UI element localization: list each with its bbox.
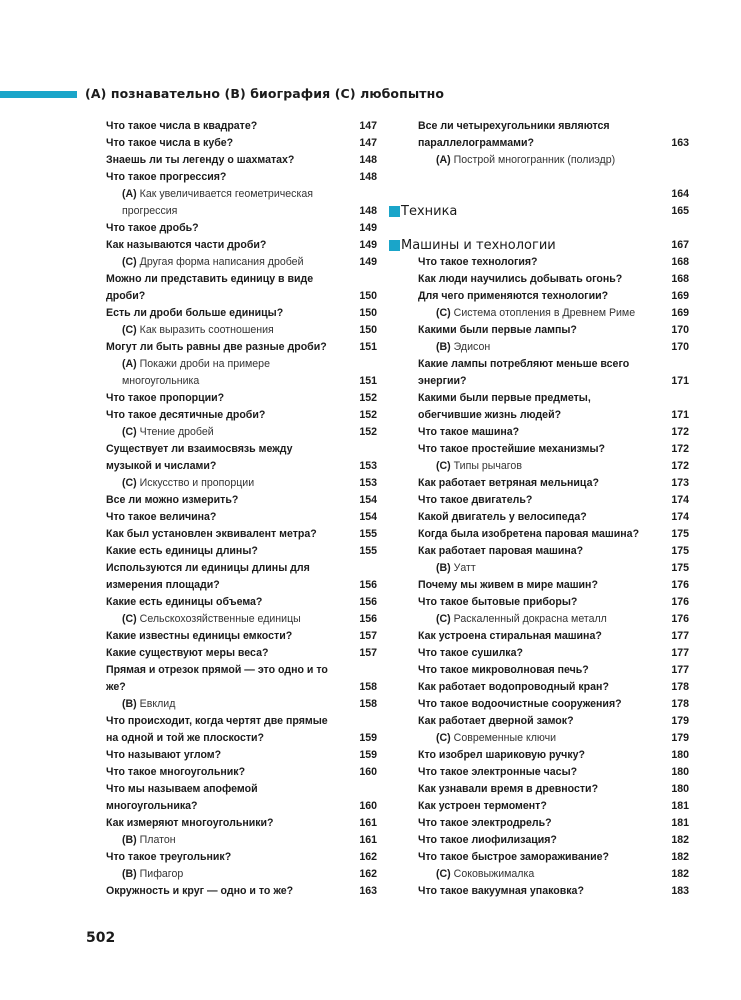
toc-page-number: 151 xyxy=(359,375,377,387)
toc-entry xyxy=(106,271,377,305)
toc-subentry xyxy=(387,458,689,475)
toc-entry-text: Уатт xyxy=(453,562,476,574)
toc-entry xyxy=(387,424,689,441)
toc-entry-title: Используются ли единицы длины для измерения площади? xyxy=(106,562,310,591)
toc-entry-tag: (A) xyxy=(122,358,137,370)
toc-page-number: 180 xyxy=(671,766,689,778)
toc-subentry xyxy=(106,475,377,492)
toc-entry-title: Как устроен термомент? xyxy=(418,800,547,812)
toc-page-number: 149 xyxy=(359,256,377,268)
toc-page-number: 170 xyxy=(671,324,689,336)
toc-entry-title: Как был установлен эквивалент метра? xyxy=(106,528,317,540)
toc-page-number: 149 xyxy=(359,222,377,234)
toc-page-number: 155 xyxy=(359,528,377,540)
toc-entry-text: Как увеличивается геометрическая прогрессия xyxy=(122,188,313,217)
toc-page-number: 148 xyxy=(359,171,377,183)
toc-entry-tag: (C) xyxy=(122,613,137,625)
toc-entry-title: Что такое технология? xyxy=(418,256,538,268)
toc-page-number: 156 xyxy=(359,613,377,625)
toc-entry-title: Что такое числа в кубе? xyxy=(106,137,234,149)
toc-entry xyxy=(106,815,377,832)
toc-page-number: 180 xyxy=(671,783,689,795)
toc-page-number: 155 xyxy=(359,545,377,557)
toc-subentry xyxy=(387,339,689,356)
toc-entry xyxy=(387,645,689,662)
toc-entry-title xyxy=(418,186,647,203)
toc-page-number: 173 xyxy=(671,477,689,489)
toc-entry-text: Евклид xyxy=(139,698,176,710)
toc-page-number: 170 xyxy=(671,341,689,353)
section-heading xyxy=(387,237,689,254)
toc-subentry xyxy=(106,322,377,339)
section-heading xyxy=(387,203,689,220)
toc-page-number: 156 xyxy=(359,596,377,608)
toc-page-number: 171 xyxy=(671,375,689,387)
toc-entry-title: Как узнавали время в древности? xyxy=(418,783,599,795)
toc-page-number: 154 xyxy=(359,511,377,523)
toc-entry-title xyxy=(122,475,335,492)
toc-entry-tag: (C) xyxy=(122,477,137,489)
section-square-icon xyxy=(389,240,400,251)
toc-entry-title: Можно ли представить единицу в виде дроби? xyxy=(106,273,314,302)
toc-page-number: 158 xyxy=(359,698,377,710)
toc-entry-tag: (C) xyxy=(436,868,451,880)
toc-entry-title: Все ли можно измерить? xyxy=(106,494,239,506)
toc-entry xyxy=(387,526,689,543)
toc-subentry xyxy=(106,832,377,849)
toc-entry-title xyxy=(436,730,647,747)
toc-entry-title: Что такое водоочистные сооружения? xyxy=(418,698,622,710)
toc-entry xyxy=(387,849,689,866)
toc-left-column xyxy=(106,118,377,900)
toc-entry-title xyxy=(122,611,335,628)
toc-entry-title: Что такое бытовые приборы? xyxy=(418,596,578,608)
toc-entry xyxy=(387,883,689,900)
toc-entry xyxy=(106,747,377,764)
toc-subentry xyxy=(106,254,377,271)
toc-entry-title xyxy=(122,696,335,713)
toc-entry-tag: (C) xyxy=(122,426,137,438)
toc-page-number: 149 xyxy=(359,239,377,251)
toc-entry xyxy=(387,509,689,526)
toc-entry xyxy=(387,781,689,798)
toc-entry xyxy=(387,441,689,458)
toc-entry-title: Какие есть единицы длины? xyxy=(106,545,258,557)
toc-entry-title: Какие известны единицы емкости? xyxy=(106,630,293,642)
toc-entry xyxy=(106,118,377,135)
toc-page-number: 153 xyxy=(359,477,377,489)
toc-entry-title xyxy=(436,152,647,169)
toc-entry-title xyxy=(436,560,647,577)
toc-subentry xyxy=(106,356,377,390)
toc-page-number: 163 xyxy=(671,137,689,149)
toc-page-number: 175 xyxy=(671,562,689,574)
toc-entry xyxy=(387,118,689,152)
toc-entry-text: Эдисон xyxy=(453,341,491,353)
toc-entry-tag: (C) xyxy=(122,256,137,268)
toc-entry-title xyxy=(122,356,335,390)
toc-entry xyxy=(106,883,377,900)
toc-entry-title xyxy=(436,611,647,628)
toc-entry xyxy=(387,254,689,271)
toc-page-number: 179 xyxy=(671,715,689,727)
toc-page-number: 160 xyxy=(359,766,377,778)
toc-page-number: 179 xyxy=(671,732,689,744)
toc-entry-title: Прямая и отрезок прямой — это одно и то же? xyxy=(106,664,328,693)
toc-entry-title: Для чего применяются технологии? xyxy=(418,290,609,302)
toc-entry-tag: (C) xyxy=(122,324,137,336)
toc-entry-title: Что такое сушилка? xyxy=(418,647,523,659)
toc-entry xyxy=(106,509,377,526)
toc-page-number: 181 xyxy=(671,817,689,829)
legend-text: (A) познавательно (B) биография (C) любопытно xyxy=(85,86,445,101)
toc-page-number: 183 xyxy=(671,885,689,897)
toc-entry-title xyxy=(122,866,335,883)
toc-page-number: 171 xyxy=(671,409,689,421)
toc-entry-title: Как работает паровая машина? xyxy=(418,545,584,557)
toc-blank-line xyxy=(387,169,689,186)
toc-entry xyxy=(106,152,377,169)
toc-page-number: 177 xyxy=(671,630,689,642)
toc-page-number: 175 xyxy=(671,545,689,557)
toc-page-number: 169 xyxy=(671,290,689,302)
section-square-icon xyxy=(389,206,400,217)
toc-entry-title: Как измеряют многоугольники? xyxy=(106,817,274,829)
toc-entry-title: Знаешь ли ты легенду о шахматах? xyxy=(106,154,295,166)
toc-entry-title: Как люди научились добывать огонь? xyxy=(418,273,623,285)
legend-header xyxy=(0,84,741,104)
toc-entry xyxy=(106,594,377,611)
toc-entry-title xyxy=(122,424,335,441)
toc-right-column xyxy=(387,118,689,900)
toc-entry-title: Что такое вакуумная упаковка? xyxy=(418,885,584,897)
toc-page-number: 161 xyxy=(359,834,377,846)
toc-entry-tag: (C) xyxy=(436,613,451,625)
toc-entry-title: Что такое быстрое замораживание? xyxy=(418,851,610,863)
toc-entry-title: Почему мы живем в мире машин? xyxy=(418,579,598,591)
toc-page-number: 151 xyxy=(359,341,377,353)
toc-entry xyxy=(387,390,689,424)
toc-entry-title: Что такое пропорции? xyxy=(106,392,225,404)
toc-subentry xyxy=(387,560,689,577)
toc-entry-text: Построй многогранник (полиэдр) xyxy=(453,154,616,166)
toc-page-number: 161 xyxy=(359,817,377,829)
toc-page-number: 174 xyxy=(671,494,689,506)
toc-page-number: 154 xyxy=(359,494,377,506)
toc-subentry xyxy=(387,866,689,883)
toc-entry-title: Как работает водопроводный кран? xyxy=(418,681,609,693)
toc-subentry xyxy=(106,186,377,220)
toc-entry xyxy=(106,339,377,356)
toc-entry xyxy=(106,543,377,560)
toc-entry-tag: (A) xyxy=(122,188,137,200)
toc-blank-line xyxy=(387,186,689,203)
toc-page-number: 148 xyxy=(359,154,377,166)
toc-entry-tag: (B) xyxy=(122,834,137,846)
toc-entry xyxy=(387,543,689,560)
toc-page-number: 176 xyxy=(671,613,689,625)
toc-entry-title: Какими были первые предметы, обегчившие жизнь людей? xyxy=(418,392,591,421)
toc-entry-title: Окружность и круг — одно и то же? xyxy=(106,885,294,897)
toc-entry-title: Как работает дверной замок? xyxy=(418,715,574,727)
toc-page-number: 156 xyxy=(359,579,377,591)
toc-entry xyxy=(106,220,377,237)
toc-page-number: 172 xyxy=(671,426,689,438)
toc-entry xyxy=(106,645,377,662)
toc-page-number: 177 xyxy=(671,647,689,659)
toc-page-number: 152 xyxy=(359,392,377,404)
toc-page-number: 168 xyxy=(671,256,689,268)
toc-entry-title: Могут ли быть равны две разные дроби? xyxy=(106,341,327,353)
toc-page-number: 152 xyxy=(359,409,377,421)
toc-entry-title xyxy=(436,866,647,883)
toc-page-number: 176 xyxy=(671,596,689,608)
toc-subentry xyxy=(106,424,377,441)
toc-entry-tag: (B) xyxy=(436,562,451,574)
toc-page-number: 164 xyxy=(671,188,689,200)
toc-entry-title: Кто изобрел шариковую ручку? xyxy=(418,749,586,761)
toc-entry-title: Все ли четырехугольники являются параллелограммами? xyxy=(418,120,610,149)
toc-page-number: 157 xyxy=(359,647,377,659)
toc-entry xyxy=(106,560,377,594)
toc-page-number: 180 xyxy=(671,749,689,761)
toc-page-number: 160 xyxy=(359,800,377,812)
toc-page-number: 175 xyxy=(671,528,689,540)
toc-entry-title xyxy=(122,186,335,220)
toc-page-number: 159 xyxy=(359,749,377,761)
toc-page-number: 174 xyxy=(671,511,689,523)
toc-entry-title: Как устроена стиральная машина? xyxy=(418,630,602,642)
toc-entry xyxy=(106,713,377,747)
toc-entry xyxy=(387,475,689,492)
toc-page-number: 172 xyxy=(671,443,689,455)
toc-entry-text: Чтение дробей xyxy=(139,426,214,438)
toc-entry-title: Что такое дробь? xyxy=(106,222,199,234)
toc-page-number: 165 xyxy=(671,205,689,217)
toc-entry xyxy=(106,492,377,509)
toc-page-number: 150 xyxy=(359,307,377,319)
toc-entry xyxy=(387,628,689,645)
toc-entry-text: Сельскохозяйственные единицы xyxy=(139,613,301,625)
toc-page-number: 152 xyxy=(359,426,377,438)
toc-entry-tag: (C) xyxy=(436,460,451,472)
toc-entry xyxy=(387,713,689,730)
toc-page-number: 169 xyxy=(671,307,689,319)
toc-entry-tag: (C) xyxy=(436,307,451,319)
toc-entry-title: Существует ли взаимосвязь между музыкой и числами? xyxy=(106,443,293,472)
toc-entry xyxy=(106,135,377,152)
toc-entry xyxy=(106,390,377,407)
toc-entry xyxy=(387,356,689,390)
toc-entry xyxy=(387,322,689,339)
page-number: 502 xyxy=(86,930,116,946)
toc-page-number: 168 xyxy=(671,273,689,285)
toc-entry xyxy=(106,781,377,815)
toc-page-number: 157 xyxy=(359,630,377,642)
toc-entry-tag: (B) xyxy=(122,698,137,710)
toc-entry-text: Другая форма написания дробей xyxy=(139,256,304,268)
toc-entry-tag: (C) xyxy=(436,732,451,744)
header-accent-bar xyxy=(0,91,77,98)
toc-page-number: 162 xyxy=(359,868,377,880)
toc-entry-title: Что происходит, когда чертят две прямые на одной и той же плоскости? xyxy=(106,715,328,744)
toc-entry-title: Что такое двигатель? xyxy=(418,494,533,506)
toc-entry-title xyxy=(122,254,335,271)
toc-entry-title: Что такое величина? xyxy=(106,511,217,523)
toc-entry-title xyxy=(436,339,647,356)
toc-page-number: 181 xyxy=(671,800,689,812)
toc-entry-title xyxy=(436,458,647,475)
toc-entry xyxy=(106,526,377,543)
toc-page-number: 150 xyxy=(359,324,377,336)
toc-entry-text: Как выразить соотношения xyxy=(139,324,274,336)
toc-entry-text: Покажи дроби на примере многоугольника xyxy=(122,358,270,387)
toc-entry-title: Как работает ветряная мельница? xyxy=(418,477,599,489)
toc-entry-title xyxy=(436,305,647,322)
toc-entry-text: Раскаленный докрасна металл xyxy=(453,613,607,625)
toc-page-number: 178 xyxy=(671,698,689,710)
toc-entry-title: Какие существуют меры веса? xyxy=(106,647,269,659)
toc-entry xyxy=(387,492,689,509)
toc-entry-text: Типы рычагов xyxy=(453,460,522,472)
toc-entry-text: Современные ключи xyxy=(453,732,557,744)
toc-page-number: 182 xyxy=(671,851,689,863)
toc-entry-title: Что такое микроволновая печь? xyxy=(418,664,589,676)
toc-entry-title: Что такое машина? xyxy=(418,426,520,438)
toc-entry-text: Соковыжималка xyxy=(453,868,535,880)
toc-entry xyxy=(387,679,689,696)
toc-entry-title: Что такое числа в квадрате? xyxy=(106,120,258,132)
toc-entry xyxy=(387,696,689,713)
toc-entry-title xyxy=(122,322,335,339)
toc-page-number: 182 xyxy=(671,834,689,846)
toc-entry-title: Что такое треугольник? xyxy=(106,851,232,863)
toc-page-number: 158 xyxy=(359,681,377,693)
toc-entry-title: Какие есть единицы объема? xyxy=(106,596,263,608)
toc-page-number: 153 xyxy=(359,460,377,472)
toc-page-number: 147 xyxy=(359,137,377,149)
toc-page-number: 176 xyxy=(671,579,689,591)
toc-subentry xyxy=(387,152,689,169)
toc-subentry xyxy=(106,611,377,628)
toc-entry xyxy=(387,662,689,679)
toc-entry-tag: (B) xyxy=(122,868,137,880)
toc-page-number: 182 xyxy=(671,868,689,880)
toc-entry-text: Пифагор xyxy=(139,868,184,880)
toc-entry xyxy=(387,288,689,305)
toc-entry-title: Что такое электронные часы? xyxy=(418,766,578,778)
toc-entry xyxy=(106,441,377,475)
toc-entry xyxy=(387,747,689,764)
toc-entry xyxy=(387,798,689,815)
toc-entry-tag: (A) xyxy=(436,154,451,166)
toc-entry-title: Что такое десятичные дроби? xyxy=(106,409,266,421)
toc-page-number: 150 xyxy=(359,290,377,302)
toc-entry xyxy=(387,271,689,288)
toc-entry xyxy=(387,764,689,781)
toc-entry-text: Система отопления в Древнем Риме xyxy=(453,307,636,319)
toc-entry-tag: (B) xyxy=(436,341,451,353)
toc-entry-text: Платон xyxy=(139,834,176,846)
toc-subentry xyxy=(106,696,377,713)
toc-subentry xyxy=(387,305,689,322)
toc-entry xyxy=(106,764,377,781)
toc-entry xyxy=(387,815,689,832)
toc-entry xyxy=(106,305,377,322)
toc-entry-title: Что такое многоугольник? xyxy=(106,766,246,778)
toc-entry xyxy=(106,407,377,424)
toc-page-number: 162 xyxy=(359,851,377,863)
toc-entry-title: Техника xyxy=(401,204,458,219)
toc-entry xyxy=(106,849,377,866)
toc-entry-title: Когда была изобретена паровая машина? xyxy=(418,528,640,540)
toc-entry-title xyxy=(418,169,647,186)
toc-page-number: 163 xyxy=(359,885,377,897)
toc-entry-title: Как называются части дроби? xyxy=(106,239,267,251)
toc-entry xyxy=(106,662,377,696)
toc-page-number: 177 xyxy=(671,664,689,676)
toc-page-number: 172 xyxy=(671,460,689,472)
toc-entry xyxy=(387,594,689,611)
toc-entry-title: Машины и технологии xyxy=(401,238,556,253)
toc-page-number: 148 xyxy=(359,205,377,217)
toc-page-number: 167 xyxy=(671,239,689,251)
toc-page-number: 178 xyxy=(671,681,689,693)
toc-entry-title: Что такое электродрель? xyxy=(418,817,552,829)
toc-entry-title: Какие лампы потребляют меньше всего энергии? xyxy=(418,358,630,387)
toc-entry xyxy=(387,577,689,594)
toc-entry-title: Есть ли дроби больше единицы? xyxy=(106,307,284,319)
toc-entry-title xyxy=(122,832,335,849)
toc-entry-title: Что такое простейшие механизмы? xyxy=(418,443,605,455)
toc-entry-title: Какой двигатель у велосипеда? xyxy=(418,511,587,523)
toc-entry xyxy=(387,832,689,849)
toc-entry xyxy=(106,628,377,645)
toc-entry-text: Искусство и пропорции xyxy=(139,477,255,489)
toc-subentry xyxy=(387,611,689,628)
toc-subentry xyxy=(387,730,689,747)
toc-page-number: 147 xyxy=(359,120,377,132)
toc-entry-title: Что называют углом? xyxy=(106,749,222,761)
toc-entry xyxy=(106,169,377,186)
toc-entry-title: Какими были первые лампы? xyxy=(418,324,577,336)
toc-entry xyxy=(106,237,377,254)
toc-entry-title: Что такое лиофилизация? xyxy=(418,834,557,846)
toc-page-number: 159 xyxy=(359,732,377,744)
toc-entry-title: Что такое прогрессия? xyxy=(106,171,227,183)
toc-subentry xyxy=(106,866,377,883)
toc-entry-title: Что мы называем апофемой многоугольника? xyxy=(106,783,258,812)
